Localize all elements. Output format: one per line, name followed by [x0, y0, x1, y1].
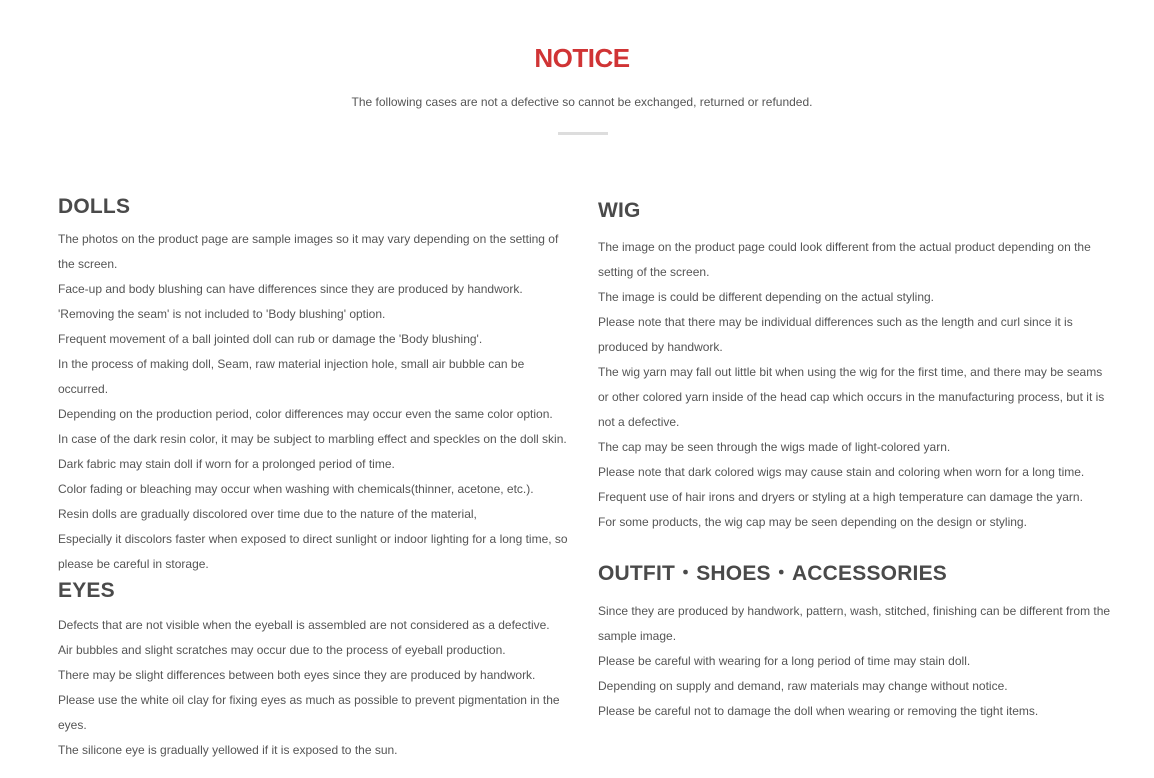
list-item: Especially it discolors faster when exposed to direct sunlight or indoor lighting for a long time, so please be careful in storage.	[58, 532, 568, 571]
list-item: Please note that there may be individual differences such as the length and curl since it is produced by handwork.	[598, 315, 1073, 354]
list-item: Please note that dark colored wigs may cause stain and coloring when worn for a long time.	[598, 465, 1085, 479]
notice-subtitle: The following cases are not a defective so cannot be exchanged, returned or refunded.	[351, 95, 813, 109]
list-item: Depending on supply and demand, raw materials may change without notice.	[598, 679, 1008, 693]
list-item: Depending on the production period, color differences may occur even the same color option.	[58, 407, 553, 421]
wig-heading: WIG	[598, 199, 641, 222]
outfit-list	[598, 599, 1113, 724]
list-item: Air bubbles and slight scratches may occur due to the process of eyeball production.	[58, 643, 506, 657]
wig-list	[598, 235, 1113, 535]
eyes-heading: EYES	[58, 579, 115, 602]
list-item: In the process of making doll, Seam, raw material injection hole, small air bubble can be occurred.	[58, 357, 525, 396]
list-item: Frequent movement of a ball jointed doll can rub or damage the 'Body blushing'.	[58, 332, 483, 346]
list-item: The cap may be seen through the wigs made of light-colored yarn.	[598, 440, 951, 454]
list-item: Please be careful with wearing for a long period of time may stain doll.	[598, 654, 971, 668]
list-item: Since they are produced by handwork, pattern, wash, stitched, finishing can be different from the sample image.	[598, 604, 1111, 643]
list-item: The wig yarn may fall out little bit when using the wig for the first time, and there may be seams or other colored yarn inside of the head cap which occurs in the manufacturing process, but it is not a defective.	[598, 365, 1105, 429]
list-item: Frequent use of hair irons and dryers or styling at a high temperature can damage the yarn.	[598, 490, 1083, 504]
notice-divider	[558, 132, 608, 135]
list-item: In case of the dark resin color, it may be subject to marbling effect and speckles on the doll skin.	[58, 432, 567, 446]
dolls-section	[58, 192, 568, 577]
list-item: Please use the white oil clay for fixing eyes as much as possible to prevent pigmentation in the eyes.	[58, 693, 560, 732]
list-item: 'Removing the seam' is not included to 'Body blushing' option.	[58, 307, 386, 321]
list-item: Dark fabric may stain doll if worn for a prolonged period of time.	[58, 457, 395, 471]
list-item: Color fading or bleaching may occur when washing with chemicals(thinner, acetone, etc.).	[58, 482, 534, 496]
wig-section	[598, 196, 1113, 535]
list-item: Please be careful not to damage the doll when wearing or removing the tight items.	[598, 704, 1039, 718]
list-item: Face-up and body blushing can have differences since they are produced by handwork.	[58, 282, 523, 296]
dolls-heading: DOLLS	[58, 195, 131, 218]
dolls-list	[58, 227, 568, 577]
list-item: Resin dolls are gradually discolored over time due to the nature of the material,	[58, 507, 477, 521]
outfit-section	[598, 559, 1113, 724]
list-item: Defects that are not visible when the eyeball is assembled are not considered as a defective.	[58, 618, 550, 632]
outfit-heading: OUTFIT・SHOES・ACCESSORIES	[598, 562, 948, 585]
eyes-section	[58, 576, 568, 763]
list-item: The image on the product page could look different from the actual product depending on the setting of the screen.	[598, 240, 1091, 279]
notice-title: NOTICE	[534, 43, 630, 73]
list-item: There may be slight differences between both eyes since they are produced by handwork.	[58, 668, 536, 682]
list-item: The photos on the product page are sample images so it may vary depending on the setting of the screen.	[58, 232, 559, 271]
list-item: The image is could be different depending on the actual styling.	[598, 290, 934, 304]
list-item: The silicone eye is gradually yellowed if it is exposed to the sun.	[58, 743, 398, 757]
eyes-list	[58, 613, 568, 763]
list-item: For some products, the wig cap may be seen depending on the design or styling.	[598, 515, 1027, 529]
